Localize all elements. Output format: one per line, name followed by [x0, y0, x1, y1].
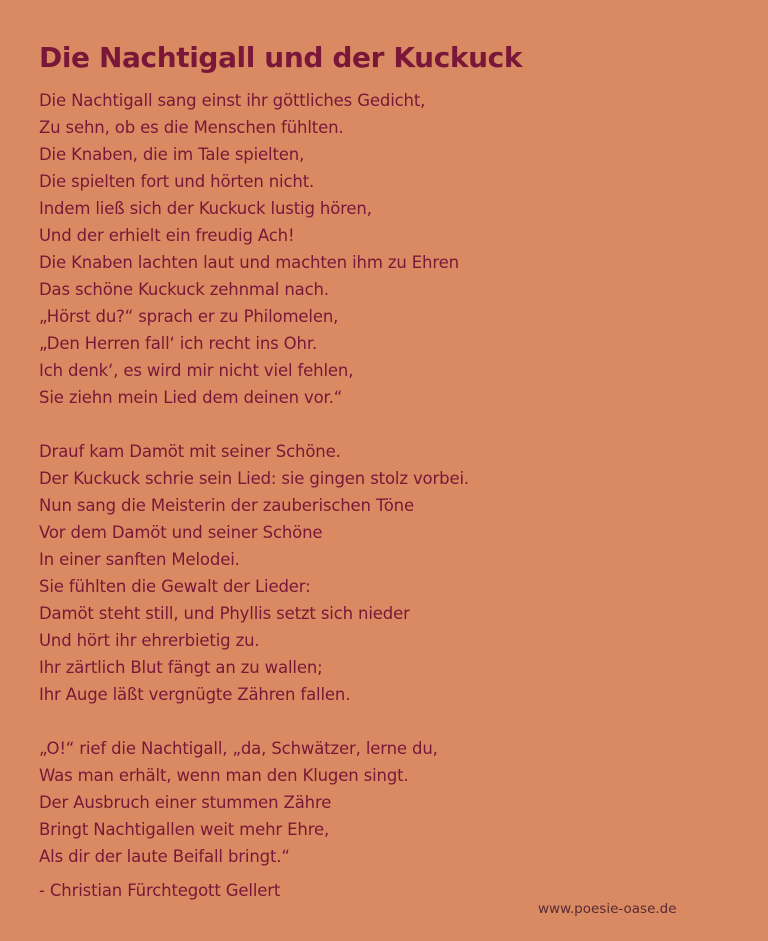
poem-line: Bringt Nachtigallen weit mehr Ehre,: [39, 820, 330, 839]
poem-line: Was man erhält, wenn man den Klugen singt.: [39, 766, 409, 785]
poem-line: Und hört ihr ehrerbietig zu.: [39, 631, 260, 650]
stanza-3: [39, 735, 739, 870]
poem-line: Sie ziehn mein Lied dem deinen vor.“: [39, 388, 343, 407]
poem-line: Ich denk‘, es wird mir nicht viel fehlen,: [39, 361, 354, 380]
poem-line: „O!“ rief die Nachtigall, „da, Schwätzer, lerne du,: [39, 739, 438, 758]
poem-line: Als dir der laute Beifall bringt.“: [39, 847, 290, 866]
poem-title: Die Nachtigall und der Kuckuck: [39, 41, 523, 74]
poem-line: Der Ausbruch einer stummen Zähre: [39, 793, 332, 812]
poem-card: [39, 40, 739, 870]
poem-line: In einer sanften Melodei.: [39, 550, 240, 569]
poem-line: Das schöne Kuckuck zehnmal nach.: [39, 280, 329, 299]
poem-line: Die Knaben lachten laut und machten ihm zu Ehren: [39, 253, 459, 272]
poem-line: „Den Herren fall‘ ich recht ins Ohr.: [39, 334, 318, 353]
website-link[interactable]: www.poesie-oase.de: [538, 901, 677, 917]
stanza-1: [39, 87, 739, 411]
poem-line: Die spielten fort und hörten nicht.: [39, 172, 315, 191]
poem-line: Und der erhielt ein freudig Ach!: [39, 226, 295, 245]
poem-line: Indem ließ sich der Kuckuck lustig hören,: [39, 199, 372, 218]
poem-author: - Christian Fürchtegott Gellert: [39, 881, 281, 900]
poem-line: Drauf kam Damöt mit seiner Schöne.: [39, 442, 341, 461]
poem-line: Der Kuckuck schrie sein Lied: sie gingen stolz vorbei.: [39, 469, 469, 488]
poem-line: Die Knaben, die im Tale spielten,: [39, 145, 305, 164]
poem-line: Ihr zärtlich Blut fängt an zu wallen;: [39, 658, 323, 677]
poem-line: Vor dem Damöt und seiner Schöne: [39, 523, 323, 542]
stanza-2: [39, 438, 739, 708]
poem-line: Die Nachtigall sang einst ihr göttliches Gedicht,: [39, 91, 426, 110]
poem-line: Zu sehn, ob es die Menschen fühlten.: [39, 118, 344, 137]
poem-line: Damöt steht still, und Phyllis setzt sich nieder: [39, 604, 410, 623]
poem-line: Sie fühlten die Gewalt der Lieder:: [39, 577, 311, 596]
poem-line: „Hörst du?“ sprach er zu Philomelen,: [39, 307, 339, 326]
poem-line: Nun sang die Meisterin der zauberischen Töne: [39, 496, 414, 515]
poem-line: Ihr Auge läßt vergnügte Zähren fallen.: [39, 685, 351, 704]
